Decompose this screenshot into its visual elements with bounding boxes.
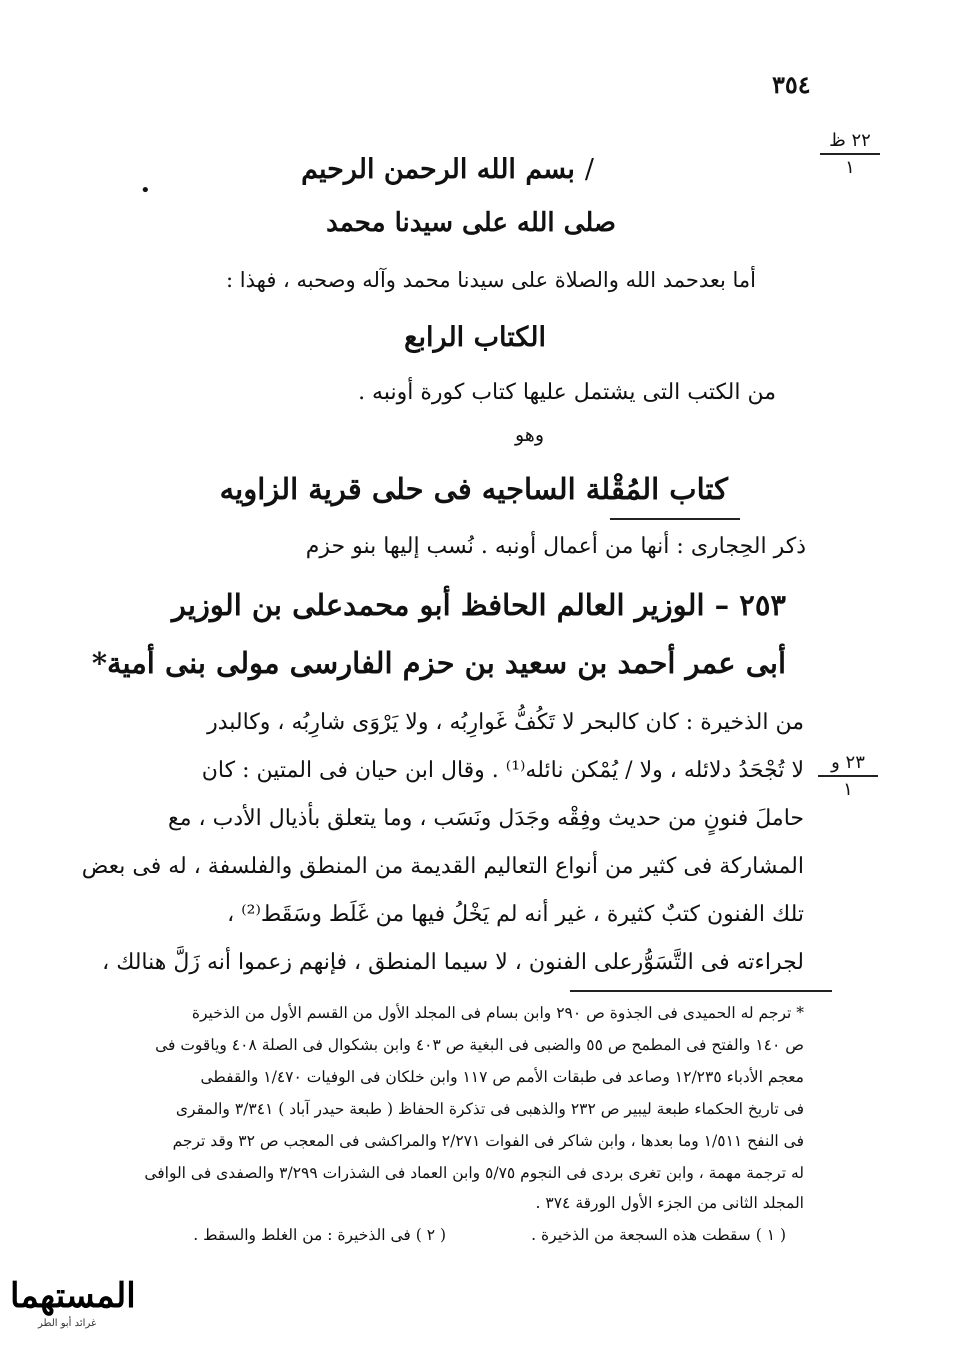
footnote-separator — [570, 990, 832, 992]
body-text-line: من الذخيرة : كان كالبحر لا تَكُفُّ غَوارِبُه ، ولا يَرْوَى شارِبُه ، وكالبدر — [207, 710, 804, 735]
body-text-line: تلك الفنون كتبٌ كثيرة ، غير أنه لم يَخْلُ فيها من غَلَط وسَقَط⁽²⁾ ، — [227, 902, 804, 927]
library-stamp-logo: المستهما — [10, 1276, 136, 1316]
chapter-title: كتاب المُقْلة الساجيه فى حلى قرية الزاويه — [219, 472, 728, 506]
body-text-line: المشاركة فى كثير من أنواع التعاليم القديمة من المنطق والفلسفة ، له فى بعض — [81, 854, 804, 879]
salawat-line: صلى الله على سيدنا محمد — [326, 208, 616, 238]
folio-break-mark: / — [584, 154, 594, 185]
page-number: ٣٥٤ — [772, 70, 811, 99]
source-note: ذكر الحِجارى : أنها من أعمال أونبه . نُسب إليها بنو حزم — [305, 534, 806, 559]
book-title: الكتاب الرابع — [404, 322, 546, 353]
basmala-text: بسم الله الرحمن الرحيم — [301, 154, 575, 185]
folio-divider — [818, 775, 878, 777]
footnote-1: ( ١ ) سقطت هذه السجعة من الذخيرة . — [531, 1226, 786, 1244]
footnote-line: له ترجمة مهمة ، وابن تغرى بردى فى النجوم ٥/٧٥ وابن العماد فى الشذرات ٣/٢٩٩ والصفدى فى الوافى — [144, 1164, 804, 1182]
footnote-line: فى النفح ١/٥١١ وما بعدها ، وابن شاكر فى الفوات ٢/٢٧١ والمراكشى فى المعجب ص ٣٢ وقد ترجم — [172, 1132, 804, 1150]
title-underline — [610, 518, 740, 520]
folio-marker — [818, 752, 878, 800]
body-text-line: لا تُجْحَدُ دلائله ، ولا / يُمْكن نائله⁽¹⁾ . وقال ابن حيان فى المتين : كان — [201, 758, 804, 783]
entry-heading-line: أبى عمر أحمد بن سعيد بن حزم الفارسى مولى بنى أمية* — [91, 646, 786, 680]
footnote-line: ص ١٤٠ والفتح فى المطمح ص ٥٥ والضبى فى البغية ص ٤٠٣ وابن بشكوال فى الصلة ٤٠٨ وياقوت فى — [155, 1036, 804, 1054]
ink-dot: • — [140, 180, 151, 201]
folio-divider — [820, 153, 880, 155]
folio-ref: ٢٣ و — [831, 752, 865, 773]
folio-line: ١ — [843, 779, 853, 800]
footnote-line: معجم الأدباء ١٢/٢٣٥ وصاعد فى طبقات الأمم ص ١١٧ وابن خلكان فى الوفيات ١/٤٧٠ والقفطى — [200, 1068, 804, 1086]
footnote-line: فى تاريخ الحكماء طبعة ليبير ص ٢٣٢ والذهبى فى تذكرة الحفاظ ( طبعة حيدر آباد ) ٣/٣٤١ والمقرى — [175, 1100, 804, 1118]
connector-word: وهو — [514, 424, 544, 446]
body-text-line: لجراءته فى التَّسَوُّرعلى الفنون ، لا سيما المنطق ، فإنهم زعموا أنه زَلَّ هنالك ، — [102, 950, 804, 975]
footnote-line: * ترجم له الحميدى فى الجذوة ص ٢٩٠ وابن بسام فى المجلد الأول من القسم الأول من الذخيرة — [191, 1004, 804, 1022]
body-text-line: حاملَ فنونٍ من حديث وفِقْه وجَدَل ونَسَب ، وما يتعلق بأذيال الأدب ، مع — [168, 806, 804, 831]
library-stamp-caption: غرائد أبو الطر — [38, 1318, 97, 1329]
footnote-2: ( ٢ ) فى الذخيرة : من الغلط والسقط . — [193, 1226, 446, 1244]
folio-ref: ٢٢ ظ — [829, 130, 871, 151]
footnote-line: المجلد الثانى من الجزء الأول الورقة ٣٧٤ . — [535, 1194, 804, 1212]
folio-marker — [820, 130, 880, 178]
book-description: من الكتب التى يشتمل عليها كتاب كورة أونبه . — [358, 380, 776, 405]
entry-heading-line: ٢٥٣ – الوزير العالم الحافظ أبو محمدعلى بن الوزير — [171, 588, 786, 622]
basmala — [301, 154, 594, 185]
intro-line: أما بعدحمد الله والصلاة على سيدنا محمد وآله وصحبه ، فهذا : — [226, 268, 756, 292]
folio-line: ١ — [845, 157, 855, 178]
